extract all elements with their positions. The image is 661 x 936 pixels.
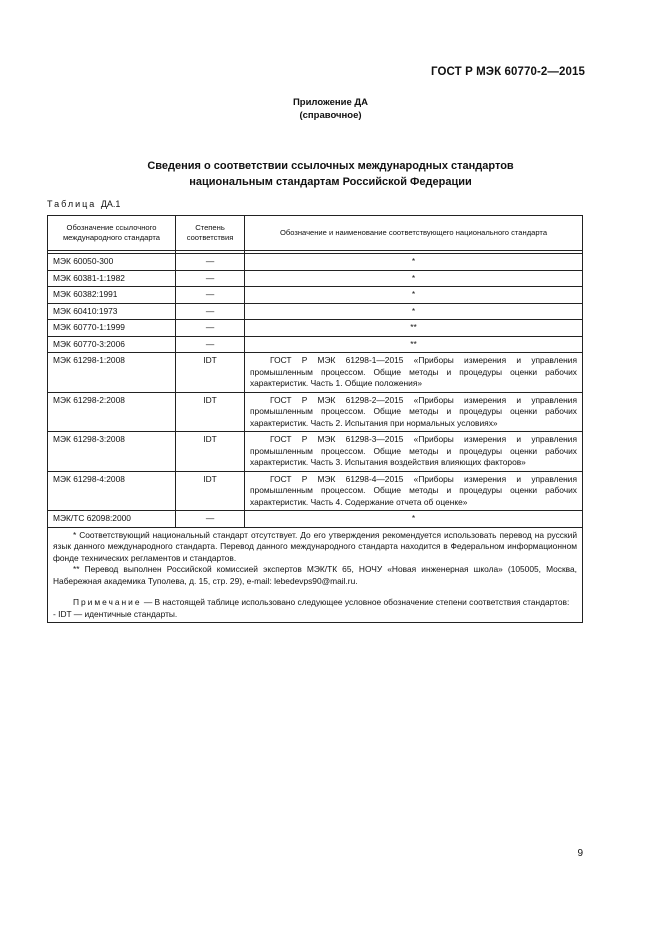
footnote-2: ** Перевод выполнен Российской комиссией экспертов МЭК/ТК 65, НОЧУ «Новая инженерная школа» (105005, Москва, Набережная академика Туполева, д. 15, стр. 29), e-mail: lebedevps90@mail.ru. (53, 564, 577, 586)
table-row (48, 353, 583, 393)
cell-standard: МЭК 60050-300 (48, 254, 176, 271)
cell-standard: МЭК/ТС 62098:2000 (48, 511, 176, 528)
table-row (48, 270, 583, 287)
section-title-line2: национальным стандартам Российской Федерации (189, 176, 472, 188)
standards-table (47, 215, 583, 623)
table-row (48, 254, 583, 271)
cell-standard: МЭК 61298-1:2008 (48, 353, 176, 393)
cell-degree: — (176, 287, 245, 304)
cell-standard: МЭК 60770-3:2006 (48, 336, 176, 353)
cell-standard: МЭК 60770-1:1999 (48, 320, 176, 337)
cell-standard: МЭК 61298-3:2008 (48, 432, 176, 472)
cell-degree: — (176, 270, 245, 287)
cell-degree: IDT (176, 471, 245, 511)
table-row (48, 303, 583, 320)
cell-standard: МЭК 61298-2:2008 (48, 392, 176, 432)
table-row (48, 471, 583, 511)
cell-national: * (245, 511, 583, 528)
header-national-standard: Обозначение и наименование соответствующего национального стандарта (245, 216, 583, 251)
cell-standard: МЭК 60410:1973 (48, 303, 176, 320)
appendix-subtitle: (справочное) (299, 110, 362, 121)
cell-degree: IDT (176, 353, 245, 393)
table-row (48, 392, 583, 432)
page-number: 9 (577, 848, 583, 859)
cell-national: * (245, 303, 583, 320)
header-international-standard: Обозначение ссылочного международного стандарта (48, 216, 176, 251)
footnotes (48, 527, 583, 623)
cell-national: * (245, 254, 583, 271)
remark-label: Примечание (73, 597, 142, 607)
table-caption-number: ДА.1 (100, 199, 121, 209)
document-code: ГОСТ Р МЭК 60770-2—2015 (431, 66, 585, 78)
table-header-row (48, 216, 583, 251)
remark-item: - IDT — идентичные стандарты. (53, 608, 178, 619)
cell-national: ГОСТ Р МЭК 61298-2—2015 «Приборы измерения и управления промышленным процессом. Общие методы и процедуры оценки рабочих характеристик. Часть 2. Испытания при нормальных условиях» (245, 392, 583, 432)
footnote-row (48, 527, 583, 623)
cell-national: ** (245, 336, 583, 353)
cell-national: ГОСТ Р МЭК 61298-1—2015 «Приборы измерения и управления промышленным процессом. Общие методы и процедуры оценки рабочих характеристик. Часть 1. Общие положения» (245, 353, 583, 393)
table-row (48, 287, 583, 304)
table-remark (53, 597, 577, 609)
table-row (48, 432, 583, 472)
table-row (48, 320, 583, 337)
cell-national: * (245, 287, 583, 304)
cell-national: ГОСТ Р МЭК 61298-3—2015 «Приборы измерения и управления промышленным процессом. Общие методы и процедуры оценки рабочих характеристик. Часть 3. Испытания воздействия влияющих факторов» (245, 432, 583, 472)
section-title-line1: Сведения о соответствии ссылочных международных стандартов (147, 160, 514, 172)
cell-national: ** (245, 320, 583, 337)
cell-standard: МЭК 60381-1:1982 (48, 270, 176, 287)
cell-degree: IDT (176, 392, 245, 432)
remark-text: — В настоящей таблице использовано следующее условное обозначение степени соответствия стандартов: (143, 597, 570, 607)
table-caption-word: Таблица (47, 199, 97, 209)
table-caption (47, 199, 120, 209)
cell-standard: МЭК 61298-4:2008 (48, 471, 176, 511)
cell-degree: — (176, 303, 245, 320)
cell-degree: — (176, 336, 245, 353)
cell-degree: — (176, 511, 245, 528)
cell-degree: — (176, 254, 245, 271)
cell-degree: IDT (176, 432, 245, 472)
footnote-1: * Соответствующий национальный стандарт отсутствует. До его утверждения рекомендуется использовать перевод на русский язык данного международного стандарта. Перевод данного международного стандарта находится в Федеральном информационном фонде технических регламентов и стандартов. (53, 529, 577, 563)
table-row (48, 511, 583, 528)
cell-national: ГОСТ Р МЭК 61298-4—2015 «Приборы измерения и управления промышленным процессом. Общие методы и процедуры оценки рабочих характеристик. Часть 4. Содержание отчета об оценке» (245, 471, 583, 511)
cell-standard: МЭК 60382:1991 (48, 287, 176, 304)
cell-national: * (245, 270, 583, 287)
table-row (48, 336, 583, 353)
cell-degree: — (176, 320, 245, 337)
header-degree: Степень соответствия (176, 216, 245, 251)
section-title (0, 158, 661, 190)
appendix-title: Приложение ДА (292, 97, 369, 108)
appendix-heading (0, 96, 661, 122)
